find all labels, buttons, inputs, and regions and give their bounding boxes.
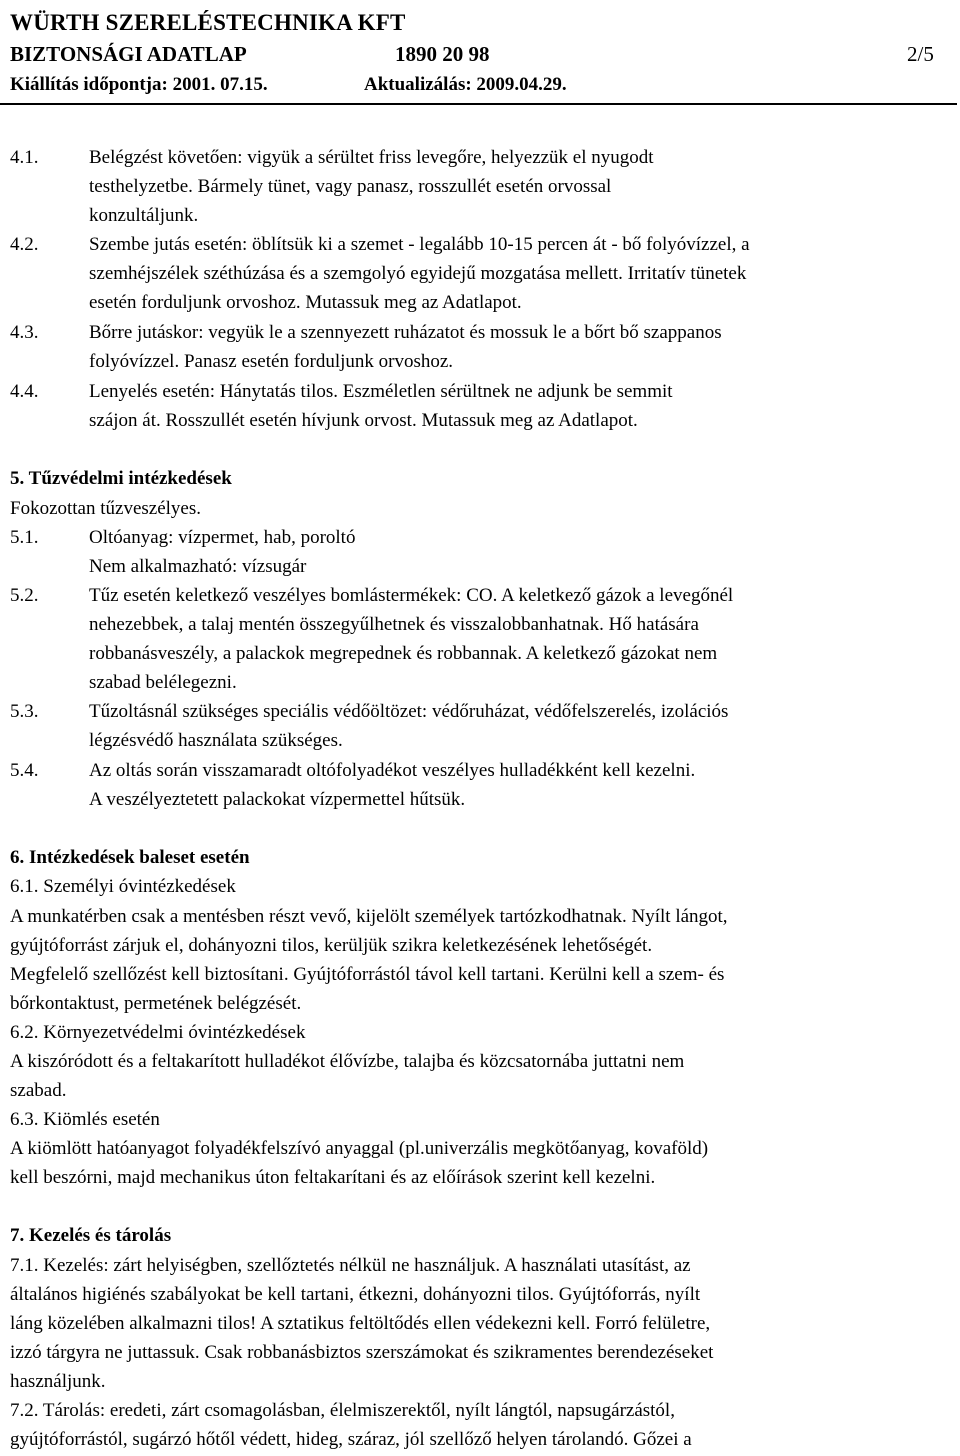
- text-line: Szembe jutás esetén: öblítsük ki a szemet - legalább 10-15 percen át - bő folyóvízzel, a: [89, 234, 750, 255]
- text-line: esetén forduljunk orvoshoz. Mutassuk meg az Adatlapot.: [89, 292, 522, 313]
- document-header: [10, 4, 955, 104]
- text-line: Lenyelés esetén: Hánytatás tilos. Eszméletlen sérültnek ne adjunk be semmit: [89, 381, 673, 402]
- text-line: robbanásveszély, a palackok megrepednek és robbannak. A keletkező gázokat nem: [89, 643, 718, 664]
- item-number: 5.2.: [10, 585, 39, 606]
- text-line: Oltóanyag: vízpermet, hab, poroltó: [89, 527, 356, 548]
- text-line: általános higiénés szabályokat be kell tartani, étkezni, dohányozni tilos. Gyújtóforrás, nyílt: [10, 1284, 701, 1305]
- item-number: 5.4.: [10, 760, 39, 781]
- subsection-title: 6.2. Környezetvédelmi óvintézkedések: [10, 1022, 306, 1043]
- text-line: gyújtóforrástól, sugárzó hőtől védett, hideg, száraz, jól szellőző helyen tárolandó. Gőzei a: [10, 1429, 692, 1450]
- doc-type-line: [10, 39, 934, 69]
- text-line: használjunk.: [10, 1371, 106, 1392]
- text-line: szájon át. Rosszullét esetén hívjunk orvost. Mutassuk meg az Adatlapot.: [89, 410, 638, 431]
- text-line: Tűzoltásnál szükséges speciális védőöltözet: védőruházat, védőfelszerelés, izolációs: [89, 701, 729, 722]
- text-line: szabad.: [10, 1080, 67, 1101]
- text-line: Fokozottan tűzveszélyes.: [10, 498, 202, 519]
- section-6-title: 6. Intézkedések baleset esetén: [10, 847, 250, 868]
- text-line: szemhéjszélek széthúzása és a szemgolyó egyidejű mozgatása mellett. Irritatív tünetek: [89, 263, 747, 284]
- text-line: A kiömlött hatóanyagot folyadékfelszívó anyaggal (pl.univerzális megkötőanyag, kovaföld): [10, 1138, 709, 1159]
- text-line: 7.2. Tárolás: eredeti, zárt csomagolásban, élelmiszerektől, nyílt lángtól, napsugárzástól,: [10, 1400, 675, 1421]
- text-line: konzultáljunk.: [89, 205, 199, 226]
- text-line: A kiszóródott és a feltakarított hulladékot élővízbe, talajba és közcsatornába juttatni nem: [10, 1051, 685, 1072]
- text-line: A veszélyeztetett palackokat vízpermettel hűtsük.: [89, 789, 466, 810]
- item-number: 4.4.: [10, 381, 39, 402]
- text-line: nehezebbek, a talaj mentén összegyűlhetnek és visszalobbanhatnak. Hő hatására: [89, 614, 699, 635]
- text-line: A munkatérben csak a mentésben részt vevő, kijelölt személyek tartózkodhatnak. Nyílt lángot,: [10, 906, 728, 927]
- text-line: Nem alkalmazható: vízsugár: [89, 556, 307, 577]
- text-line: Megfelelő szellőzést kell biztosítani. Gyújtóforrástól távol kell tartani. Kerülni kell a szem- és: [10, 964, 725, 985]
- text-line: Belégzést követően: vigyük a sérültet friss levegőre, helyezzük el nyugodt: [89, 147, 654, 168]
- item-number: 4.3.: [10, 322, 39, 343]
- section-5-title: 5. Tűzvédelmi intézkedések: [10, 468, 232, 489]
- text-line: izzó tárgyra ne juttassuk. Csak robbanásbiztos szerszámokat és szikramentes berendezéseket: [10, 1342, 714, 1363]
- text-line: szabad belélegezni.: [89, 672, 237, 693]
- product-code: 1890 20 98: [395, 42, 490, 66]
- text-line: kell beszórni, majd mechanikus úton feltakarítani és az előírások szerint kell kezelni.: [10, 1167, 656, 1188]
- issue-date: Kiállítás időpontja: 2001. 07.15.: [10, 74, 268, 95]
- doc-type: BIZTONSÁGI ADATLAP: [10, 42, 247, 66]
- text-line: testhelyzetbe. Bármely tünet, vagy panasz, rosszullét esetén orvossal: [89, 176, 612, 197]
- dates-line: [10, 70, 567, 100]
- text-line: Az oltás során visszamaradt oltófolyadékot veszélyes hulladékként kell kezelni.: [89, 760, 696, 781]
- item-number: 4.1.: [10, 147, 39, 168]
- text-line: légzésvédő használata szükséges.: [89, 730, 343, 751]
- subsection-title: 6.1. Személyi óvintézkedések: [10, 876, 236, 897]
- item-number: 4.2.: [10, 234, 39, 255]
- text-line: gyújtóforrást zárjuk el, dohányozni tilos, kerüljük szikra keletkezésének lehetőségét.: [10, 935, 653, 956]
- header-rule: [0, 103, 957, 105]
- text-line: Bőrre jutáskor: vegyük le a szennyezett ruházatot és mossuk le a bőrt bő szappanos: [89, 322, 722, 343]
- item-number: 5.1.: [10, 527, 39, 548]
- text-line: Tűz esetén keletkező veszélyes bomlástermékek: CO. A keletkező gázok a levegőnél: [89, 585, 734, 606]
- section-7-title: 7. Kezelés és tárolás: [10, 1225, 172, 1246]
- text-line: 7.1. Kezelés: zárt helyiségben, szellőztetés nélkül ne használjuk. A használati utasítást, az: [10, 1255, 691, 1276]
- text-line: folyóvízzel. Panasz esetén forduljunk orvoshoz.: [89, 351, 454, 372]
- update-date: Aktualizálás: 2009.04.29.: [364, 74, 567, 95]
- text-line: láng közelében alkalmazni tilos! A sztatikus feltöltődés ellen védekezni kell. Forró felületre,: [10, 1313, 711, 1334]
- text-line: bőrkontaktust, permetének belégzését.: [10, 993, 302, 1014]
- company-name: WÜRTH SZERELÉSTECHNIKA KFT: [10, 10, 406, 35]
- page-number: 2/5: [907, 42, 934, 66]
- subsection-title: 6.3. Kiömlés esetén: [10, 1109, 160, 1130]
- item-number: 5.3.: [10, 701, 39, 722]
